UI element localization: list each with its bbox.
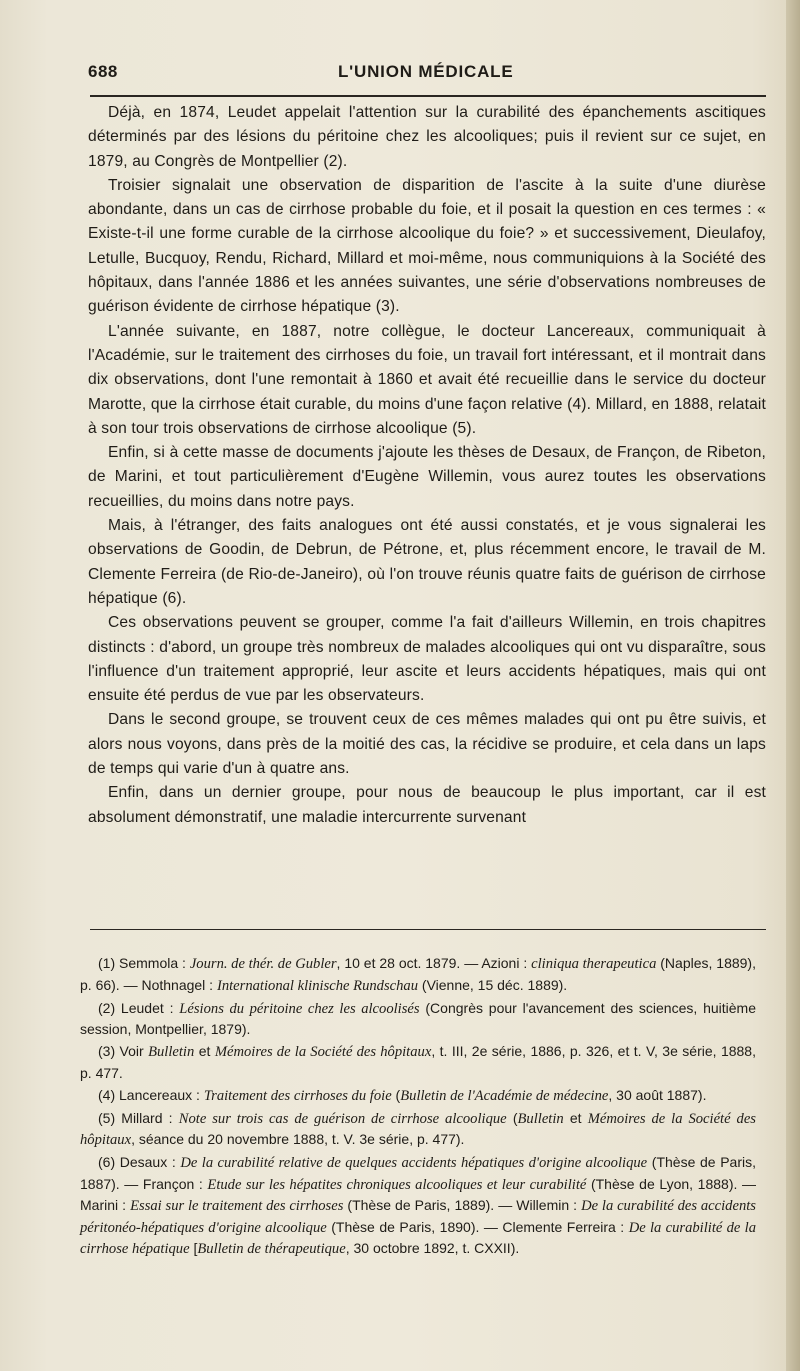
footnote — [80, 1152, 756, 1260]
footnote-text: ( — [391, 1086, 401, 1103]
footnote — [80, 1041, 756, 1083]
footnote-text: , 30 octobre 1892, t. CXXII). — [345, 1240, 520, 1256]
paragraph: L'année suivante, en 1887, notre collègue, le docteur Lancereaux, communiquait à l'Académie, sur le traitement des cirrhoses du foie, un travail fort intéressant, et il montrait dans dix observations, dont l'une remontait à 1860 et avait été recueillie dans le service du docteur Marotte, que la cirrhose était curable, du moins d'une façon relative (4). Millard, en 1888, relatait à son tour trois observations de cirrhose alcoolique (5). — [88, 322, 766, 437]
footnote-text: (2) Leudet : — [98, 999, 180, 1016]
footnote-title: Mémoires de la Société des hôpitaux — [214, 1044, 432, 1060]
footnote-title: De la curabilité relative de quelques accidents hépatiques d'origine alcoolique — [180, 1155, 648, 1171]
footnote-text: (Vienne, 15 déc. 1889). — [418, 976, 568, 993]
footnote-text: (Thèse de Paris, 1890). — Clemente Ferreira : — [326, 1218, 629, 1235]
footnote-text: (Thèse de Lyon, 1888). — Marini : — [80, 1175, 756, 1213]
footnote-title: Bulletin de l'Académie de médecine — [400, 1087, 609, 1104]
paragraph: Déjà, en 1874, Leudet appelait l'attention sur la curabilité des épanchements ascitiques déterminés par des lésions du péritoine chez les alcooliques; puis il revient sur ce sujet, en 1879, au Congrès de Montpellier (2). — [88, 104, 766, 170]
footnote-text: , séance du 20 novembre 1888, t. V. 3e série, p. 477). — [131, 1131, 465, 1147]
header-rule — [90, 95, 766, 97]
footnote-title: Note sur trois cas de guérison de cirrhose alcoolique — [178, 1110, 507, 1127]
footnotes — [80, 953, 756, 1261]
footnote-text: (Thèse de Paris, 1887). — Françon : — [80, 1154, 756, 1192]
footnote-title: Essai sur le traitement des cirrhoses — [130, 1198, 344, 1214]
footnote-title: Etude sur les hépatites chroniques alcooliques et leur curabilité — [207, 1176, 587, 1193]
footnote-text: , 30 août 1887). — [608, 1086, 707, 1103]
body-text — [88, 101, 766, 830]
footnote-text: (5) Millard : — [98, 1109, 179, 1126]
footnote — [80, 1085, 756, 1107]
running-head: L'UNION MÉDICALE — [338, 62, 514, 81]
paragraph: Dans le second groupe, se trouvent ceux de ces mêmes malades qui ont pu être suivis, et alors nous voyons, dans près de la moitié des cas, la récidive se produire, et cela dans un laps de temps qui varie d'un à quatre ans. — [88, 711, 766, 778]
footnote-title: De la curabilité des accidents péritonéo-hépatiques d'origine alcoolique — [80, 1198, 756, 1236]
footnote-text: et — [194, 1043, 215, 1059]
paragraph: Troisier signalait une observation de disparition de l'ascite à la suite d'une diurèse abondante, dans un cas de cirrhose probable du foie, et il posait la question en ces termes : « Existe-t-il une forme curable de la cirrhose alcoolique du foie? » et successivement, Dieulafoy, Letulle, Bucquoy, Rendu, Richard, Millard et moi-même, nous communiquions à la Société des hôpitaux, dans l'année 1886 et les années suivantes, une série d'observations nombreuses de guérison évidente de cirrhose hépatique (3). — [88, 176, 766, 316]
footnote-text: (1) Semmola : — [98, 955, 190, 971]
footnote-title: De la curabilité de la cirrhose hépatique — [80, 1219, 757, 1257]
paragraph: Ces observations peuvent se grouper, comme l'a fait d'ailleurs Willemin, en trois chapitres distincts : d'abord, un groupe très nombreux de malades alcooliques qui ont vu disparaître, sous l'influence d'un traitement approprié, leur ascite et leurs accidents hépatiques, mais qui ont ensuite été perdus de vue par les observateurs. — [88, 614, 766, 705]
footnote-title: Bulletin de thérapeutique — [197, 1241, 346, 1257]
footnote-title: cliniqua therapeutica — [531, 956, 657, 972]
page-number: 688 — [88, 62, 118, 81]
footnote-title: Bulletin — [148, 1044, 195, 1060]
footnote-title: Bulletin — [517, 1110, 564, 1127]
footnote — [80, 953, 756, 996]
page-edge — [786, 0, 800, 1371]
footnote-text: (4) Lancereaux : — [98, 1086, 204, 1103]
footnote-text: (Congrès pour l'avancement des sciences, huitième session, Montpellier, 1879). — [80, 999, 756, 1037]
footnote-text: (3) Voir — [98, 1043, 149, 1059]
footnote — [80, 998, 756, 1040]
paragraph: Enfin, si à cette masse de documents j'ajoute les thèses de Desaux, de Françon, de Ribeton, de Marini, et tout particulièrement d'Eugène Willemin, vous aurez toutes les observations recueillies, du moins dans notre pays. — [88, 444, 766, 510]
footnote-text: [ — [189, 1240, 198, 1256]
footnote-title: Traitement des cirrhoses du foie — [203, 1087, 392, 1104]
footnote — [80, 1108, 756, 1151]
footnote-rule — [90, 929, 766, 930]
footnote-text: (Naples, 1889), p. 66). — Nothnagel : — [80, 955, 756, 993]
paragraph: Enfin, dans un dernier groupe, pour nous de beaucoup le plus important, car il est absolument démonstratif, une maladie intercurrente survenant — [88, 784, 766, 826]
footnote-text: ( — [506, 1109, 518, 1126]
footnote-title: Mémoires de la Société des hôpitaux — [80, 1110, 756, 1148]
footnote-title: Journ. de thér. de Gubler — [189, 956, 337, 972]
footnote-text: (Thèse de Paris, 1889). — Willemin : — [343, 1197, 582, 1213]
page-header — [88, 56, 764, 92]
footnote-text: , t. III, 2e série, 1886, p. 326, et t. V, 3e série, 1888, p. 477. — [80, 1043, 756, 1081]
paragraph: Mais, à l'étranger, des faits analogues ont été aussi constatés, et je vous signalerai les observations de Goodin, de Debrun, de Pétrone, et, plus récemment encore, le travail de M. Clemente Ferreira (de Rio-de-Janeiro), où l'on trouve réunis quatre faits de guérison de cirrhose hépatique (6). — [88, 517, 766, 607]
footnote-text: , 10 et 28 oct. 1879. — Azioni : — [336, 955, 532, 971]
footnote-text: et — [563, 1109, 588, 1126]
footnote-title: Lésions du péritoine chez les alcoolisés — [179, 1000, 420, 1017]
footnote-text: (6) Desaux : — [98, 1154, 181, 1170]
footnote-title: International klinische Rundschau — [216, 977, 419, 994]
